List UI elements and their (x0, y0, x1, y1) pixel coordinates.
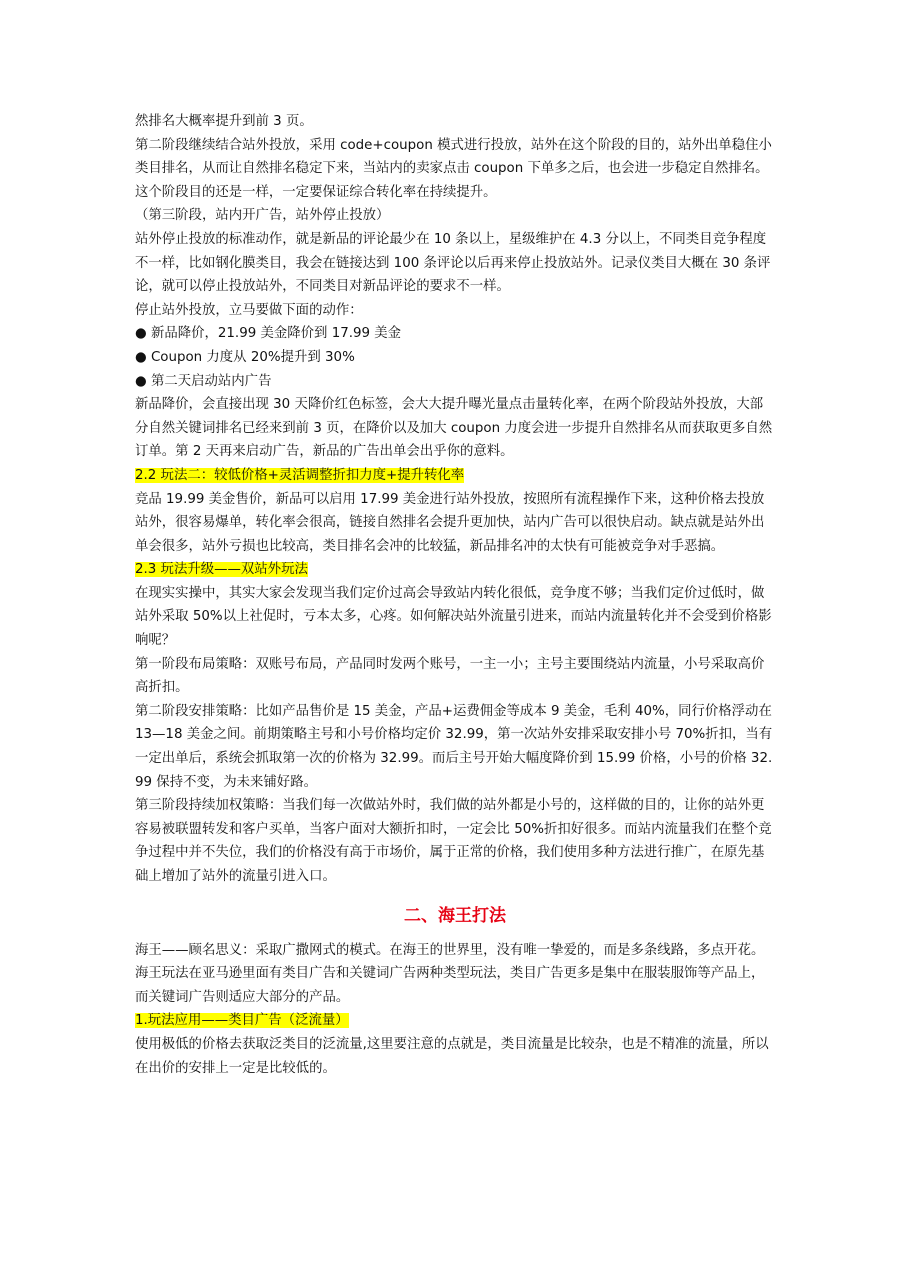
paragraph: 停止站外投放，立马要做下面的动作： (135, 302, 363, 318)
paragraph: 海王——顾名思义：采取广撒网式的模式。在海王的世界里，没有唯一挚爱的，而是多条线路，多点开花。海王玩法在亚马逊里面有类目广告和关键词广告两种类型玩法，类目广告更多是集中在服装服饰等产品上，而关键词广告则适应大部分的产品。 (135, 942, 765, 1005)
sub-section-title (135, 1009, 775, 1033)
paragraph: 站外停止投放的标准动作，就是新品的评论最少在 10 条以上，星级维护在 4.3 分以上，不同类目竞争程度不一样，比如钢化膜类目，我会在链接达到 100 条评论以后再来停止投放站外。记录仪类目大概在 30 条评论，就可以停止投放站外，不同类目对新品评论的要求不一样。 (135, 231, 771, 295)
paragraph: 第三阶段持续加权策略：当我们每一次做站外时，我们做的站外都是小号的，这样做的目的，让你的站外更容易被联盟转发和客户买单，当客户面对大额折扣时，一定会比 50%折扣好很多。而站内流量我们在整个竞争过程中并不失位，我们的价格没有高于市场价，属于正常的价格，我们使用多种方法进行推广，在原先基础上增加了站外的流量引进入口。 (135, 798, 772, 884)
paragraph: 竞品 19.99 美金售价，新品可以启用 17.99 美金进行站外投放，按照所有流程操作下来，这种价格去投放站外，很容易爆单，转化率会很高，链接自然排名会提升更加快，站内广告可以很快启动。缺点就是站外出单会很多，站外亏损也比较高，类目排名会冲的比较猛，新品排名冲的太快有可能被竞争对手恶搞。 (135, 491, 765, 554)
highlighted-title: 1.玩法应用——类目广告（泛流量） (135, 1013, 349, 1029)
paragraph: 这个阶段目的还是一样，一定要保证综合转化率在持续提升。 (135, 184, 497, 200)
highlighted-title: 2.3 玩法升级——双站外玩法 (135, 562, 308, 578)
bullet-item: ● 新品降价，21.99 美金降价到 17.99 美金 (135, 326, 402, 342)
paragraph: 第二阶段安排策略：比如产品售价是 15 美金，产品+运费佣金等成本 9 美金，毛利 40%，同行价格浮动在 13—18 美金之间。前期策略主号和小号价格均定价 32.99，第一次站外安排采取安排小号 70%折扣，当有一定出单后，系统会抓取第一次的价格为 32.99。而后主号开始大幅度降价到 15.99 价格，小号的价格 32.99 保持不变，为未来铺好路。 (135, 703, 773, 790)
paragraph: 在现实实操中，其实大家会发现当我们定价过高会导致站内转化很低，竞争度不够；当我们定价过低时，做站外采取 50%以上社促时，亏本太多，心疼。如何解决站外流量引进来，而站内流量转化并不会受到价格影响呢？ (135, 585, 772, 649)
bullet-item: ● Coupon 力度从 20%提升到 30% (135, 349, 355, 365)
phase-note: （第三阶段，站内开广告，站外停止投放） (135, 208, 390, 224)
highlighted-title: 2.2 玩法二：较低价格+灵活调整折扣力度+提升转化率 (135, 467, 465, 483)
paragraph: 使用极低的价格去获取泛类目的泛流量,这里要注意的点就是，类目流量是比较杂，也是不精准的流量，所以在出价的安排上一定是比较低的。 (135, 1036, 769, 1076)
document-page (135, 110, 775, 1080)
paragraph: 第二阶段继续结合站外投放，采用 code+coupon 模式进行投放，站外在这个阶段的目的，站外出单稳住小类目排名，从而让自然排名稳定下来，当站内的卖家点击 coupon 下单多之后，也会进一步稳定自然排名。 (135, 137, 772, 177)
chapter-heading: 二、海王打法 (404, 905, 506, 926)
paragraph: 第一阶段布局策略：双账号布局，产品同时发两个账号，一主一小；主号主要围绕站内流量，小号采取高价高折扣。 (135, 656, 765, 696)
bullet-item: ● 第二天启动站内广告 (135, 373, 272, 389)
section-title-2-2 (135, 464, 775, 488)
paragraph: 新品降价，会直接出现 30 天降价红色标签，会大大提升曝光量点击量转化率，在两个阶段站外投放，大部分自然关键词排名已经来到前 3 页，在降价以及加大 coupon 力度会进一步提升自然排名从而获取更多自然订单。第 2 天再来启动广告，新品的广告出单会出乎你的意料。 (135, 397, 773, 460)
paragraph: 然排名大概率提升到前 3 页。 (135, 114, 313, 129)
section-title-2-3 (135, 558, 775, 582)
